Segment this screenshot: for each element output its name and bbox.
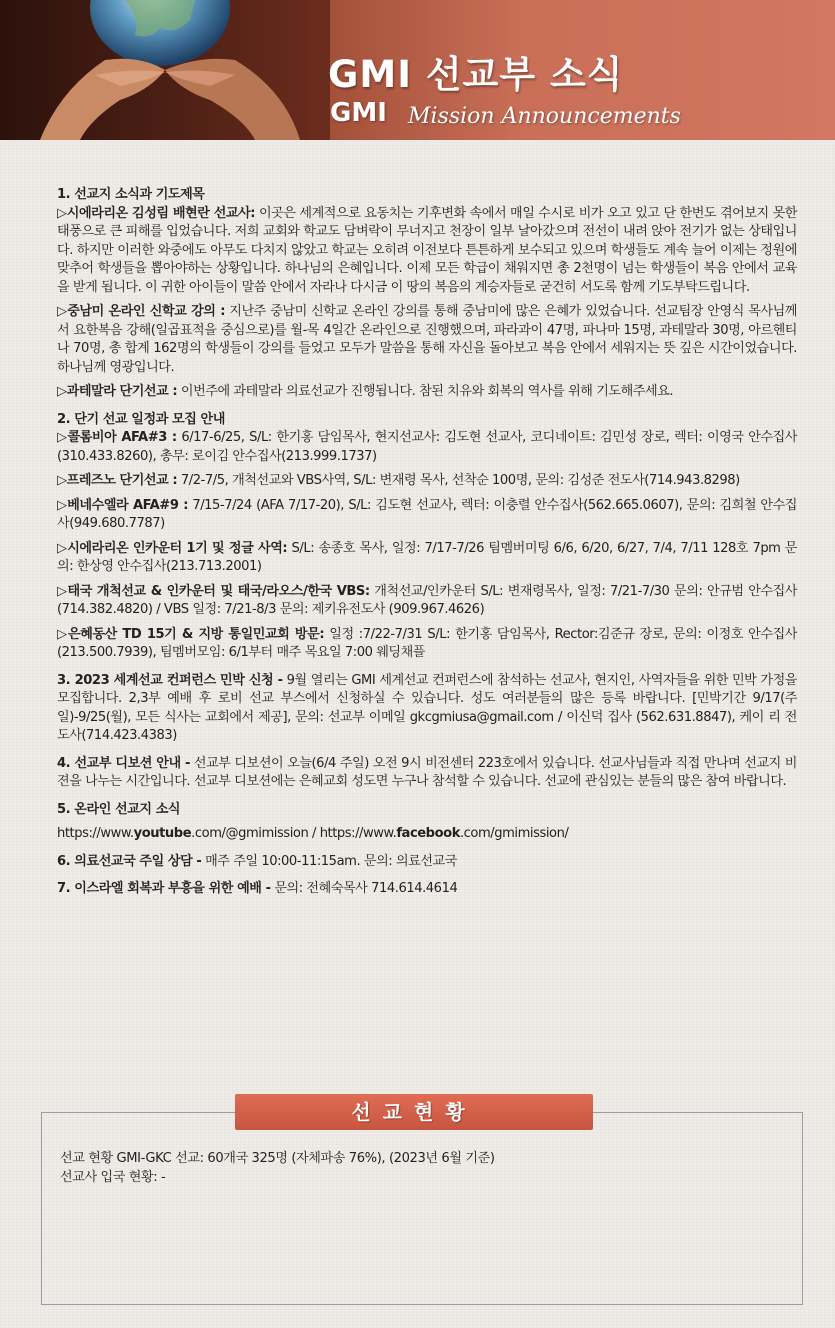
paragraph-body: 6/17-6/25, S/L: 한기홍 담임목사, 현지선교사: 김도현 선교사, 코디네이트: 김민성 장로, 렉터: 이영국 안수집사(310.433.8260), 총무: 로이김 안수집사(213.999.1737) [57,430,797,464]
paragraph-head: ▷과테말라 단기선교 : [57,384,178,399]
paragraph-body: 개척선교/인카운터 S/L: 변재령목사, 일정: 7/21-7/30 문의: 안규범 안수집사(714.382.4820) / VBS 일정: 7/21-8/3 문의: 제키유전도사 (909.967.4626) [57,583,797,617]
paragraph-body: 선교부 디보션이 오늘(6/4 주일) 오전 9시 비전센터 223호에서 있습니다. 선교사님들과 직접 만나며 선교지 비젼을 나누는 시간입니다. 선교부 디보션에는 은혜교회 성도면 누구나 참석할 수 있습니다. 선교에 관심있는 분들의 많은 참여 바랍니다. [57,755,797,789]
paragraph-body: 이번주에 과테말라 의료선교가 진행됩니다. 참된 치유와 회복의 역사를 위해 기도해주세요. [177,384,674,399]
announcements-content [57,186,797,899]
paragraph-colombia [57,429,797,466]
paragraph-body: 9월 열리는 GMI 세계선교 컨퍼런스에 참석하는 선교사, 현지인, 사역자들을 위한 민박 가정을 모집합니다. 2,3부 예배 후 로비 선교 부스에서 신청하실 수 있습니다. 성도 여러분들의 많은 등록 바랍니다. [민박기간 9/17(주일)-9/25(월), 모든 식사는 교회에서 제공], 문의: 선교부 이메일 gkcgmiusa@gmail.com / 이신덕 집사 (562.631.8847), 케이 리 전도사(714.423.4383) [57,672,797,743]
section-2-title: 2. 단기 선교 일정과 모집 안내 [57,411,225,427]
paragraph-body: 지난주 중남미 신학교 온라인 강의를 통해 중남미에 많은 은혜가 있었습니다. 선교팀장 안영식 목사님께서 요한복음 강해(일곱표적을 중심으로)를 월-목 4일간 온라인으로 진행했으며, 파라과이 47명, 파나마 15명, 과테말라 30명, 아르헨티나 70명, 총 합계 162명의 학생들이 강의를 들었고 모두가 말씀을 통해 자신을 돌아보고 복음 안에서 세워지는 뜻 깊은 시간이었습니다. 하나님께 영광입니다. [57,304,797,375]
paragraph-guatemala [57,383,797,402]
paragraph-head: ▷베네수엘라 AFA#9 : [57,497,188,513]
banner-subtitle-script: Mission Announcements [408,104,681,129]
mission-status-box [41,1112,803,1305]
paragraph-thailand [57,583,797,620]
paragraph-body: 7/2-7/5, 개척선교와 VBS사역, S/L: 변재령 목사, 선착순 100명, 문의: 김성준 전도사(714.943.8298) [177,473,740,488]
paragraph-devotion [57,755,797,792]
paragraph-sierra-leone-encounter [57,540,797,577]
link-bold-text: facebook [396,826,460,841]
section-1-title: 1. 선교지 소식과 기도제목 [57,187,205,202]
link-bold-text: youtube [133,826,192,841]
link-text: .com/gmimission/ [459,826,569,841]
mission-status-line: 선교 현황 GMI-GKC 선교: 60개국 325명 (자체파송 76%), (2023년 6월 기준) [60,1151,495,1166]
paragraph-head: 6. 의료선교국 주일 상담 - [57,853,202,869]
banner-title: GMI 선교부 소식 [328,53,624,96]
paragraph-body: 7/15-7/24 (AFA 7/17-20), S/L: 김도현 선교사, 렉터: 이충렬 안수집사(562.665.0607), 문의: 김희철 안수집사(949.680.7787) [57,497,798,531]
paragraph-head: ▷시에라리온 김성림 배현란 선교사: [57,205,256,221]
banner-subtitle-prefix: GMI [330,98,387,128]
paragraph-conference-homestay [57,672,797,746]
paragraph-sierra-leone [57,205,797,298]
paragraph-head: ▷은혜동산 TD 15기 & 지방 통일민교회 방문: [57,626,325,642]
paragraph-head: ▷프레즈노 단기선교 : [57,473,178,488]
online-links [57,825,797,844]
facebook-link[interactable] [320,826,569,841]
link-text: https://www. [57,826,134,841]
paragraph-body: S/L: 송종호 목사, 일정: 7/17-7/26 팀멤버미팅 6/6, 6/20, 6/27, 7/4, 7/11 128호 7pm 문의: 한상영 안수집사(213.713.2001) [57,540,798,574]
youtube-link[interactable] [57,826,320,841]
paragraph-fresno [57,472,797,491]
globe-hands-image [0,0,330,140]
paragraph-head: ▷시에라리온 인카운터 1기 및 정글 사역: [57,540,288,556]
paragraph-medical-consult [57,853,797,872]
paragraph-body: 매주 주일 10:00-11:15am. 문의: 의료선교국 [201,853,457,869]
paragraph-head: ▷중남미 온라인 신학교 강의 : [57,304,225,319]
mission-status-lines [60,1149,495,1187]
missionary-entry-line: 선교사 입국 현황: - [60,1170,166,1185]
paragraph-body: 일정 :7/22-7/31 S/L: 한기홍 담임목사, Rector:김준규 장로, 문의: 이정호 안수집사(213.500.7939), 팀멤버모임: 6/1부터 매주 목요일 7:00 웨딩채플 [57,626,797,660]
paragraph-head: ▷태국 개척선교 & 인카운터 및 태국/라오스/한국 VBS: [57,583,370,599]
paragraph-israel-worship [57,880,797,899]
link-text: .com/@gmimission / [191,826,320,841]
header-banner [0,0,835,140]
paragraph-venezuela [57,497,797,534]
paragraph-body: 문의: 전혜숙목사 714.614.4614 [270,881,458,896]
link-text: https://www. [319,826,397,841]
paragraph-latin-america-seminary [57,303,797,377]
mission-status-title: 선교현황 [235,1094,593,1130]
paragraph-head: 3. 2023 세계선교 컨퍼런스 민박 신청 - [57,672,283,688]
section-5-title: 5. 온라인 선교지 소식 [57,801,181,817]
paragraph-td-15 [57,626,797,663]
paragraph-head: 7. 이스라엘 회복과 부흥을 위한 예배 - [57,881,271,896]
paragraph-body: 이곳은 세계적으로 요동치는 기후변화 속에서 매일 수시로 비가 오고 있고 단 한번도 겪어보지 못한 태풍으로 큰 피해를 입었습니다. 저희 교회와 학교도 담벼락이 무너지고 천장이 일부 날아갔으며 전선이 내려 앉아 전기가 없는 상태입니다. 하지만 이러한 와중에도 아무도 다치지 않았고 학교는 오히려 이전보다 튼튼하게 보수되고 있으며 학생들도 계속 늘어 이제는 정원에 맞추어 학생들을 뽑아야하는 상황입니다. 하나님의 은혜입니다. 이제 모든 학급이 채워지면 총 2천명이 넘는 학생들이 복음 안에서 교육을 받게 됩니다. 이 귀한 아이들이 말씀 안에서 자라나 다시금 이 땅의 복음의 계승자들로 굳건히 서도록 함께 기도부탁드립니다. [57,205,797,295]
paragraph-head: 4. 선교부 디보션 안내 - [57,755,190,771]
paragraph-head: ▷콜롬비아 AFA#3 : [57,430,177,445]
